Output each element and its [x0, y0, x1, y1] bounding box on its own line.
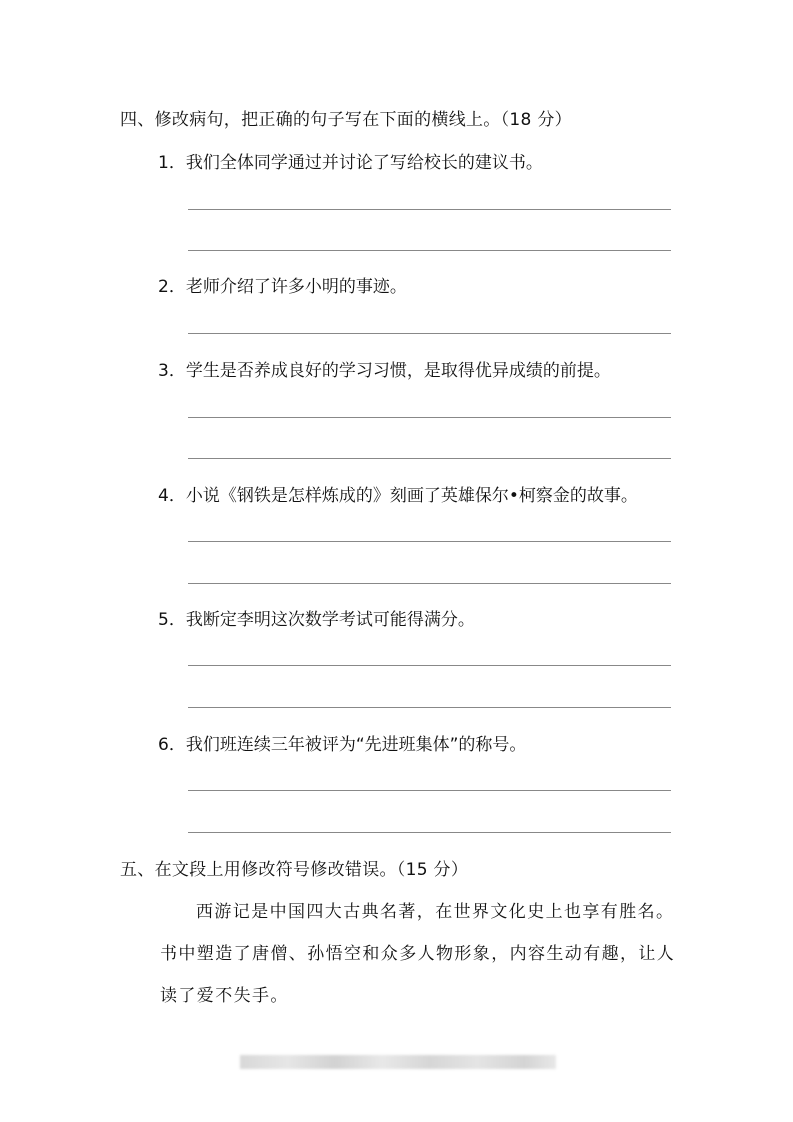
answer-line[interactable]	[188, 832, 671, 833]
passage-line-3: 读了爱不失手。	[160, 986, 289, 1006]
answer-line[interactable]	[188, 417, 671, 418]
section-4-heading: 四、修改病句，把正确的句子写在下面的横线上。（18 分）	[120, 110, 572, 130]
passage-line-1: 西游记是中国四大古典名著，在世界文化史上也享有胜名。	[196, 902, 675, 922]
question-1: 1．我们全体同学通过并讨论了写给校长的建议书。	[158, 153, 543, 173]
section-5-heading: 五、在文段上用修改符号修改错误。（15 分）	[120, 860, 469, 880]
blurred-watermark	[240, 1055, 556, 1069]
question-2: 2．老师介绍了许多小明的事迹。	[158, 277, 407, 297]
question-3: 3．学生是否养成良好的学习习惯，是取得优异成绩的前提。	[158, 361, 611, 381]
answer-line[interactable]	[188, 333, 671, 334]
answer-line[interactable]	[188, 541, 671, 542]
answer-line[interactable]	[188, 790, 671, 791]
question-5: 5．我断定李明这次数学考试可能得满分。	[158, 610, 475, 630]
answer-line[interactable]	[188, 209, 671, 210]
answer-line[interactable]	[188, 458, 671, 459]
passage-line-2: 书中塑造了唐僧、孙悟空和众多人物形象，内容生动有趣，让人	[160, 944, 676, 964]
question-6: 6．我们班连续三年被评为“先进班集体”的称号。	[158, 735, 527, 755]
answer-line[interactable]	[188, 583, 671, 584]
answer-line[interactable]	[188, 665, 671, 666]
question-4: 4．小说《钢铁是怎样炼成的》刻画了英雄保尔•柯察金的故事。	[158, 486, 638, 506]
answer-line[interactable]	[188, 250, 671, 251]
answer-line[interactable]	[188, 707, 671, 708]
